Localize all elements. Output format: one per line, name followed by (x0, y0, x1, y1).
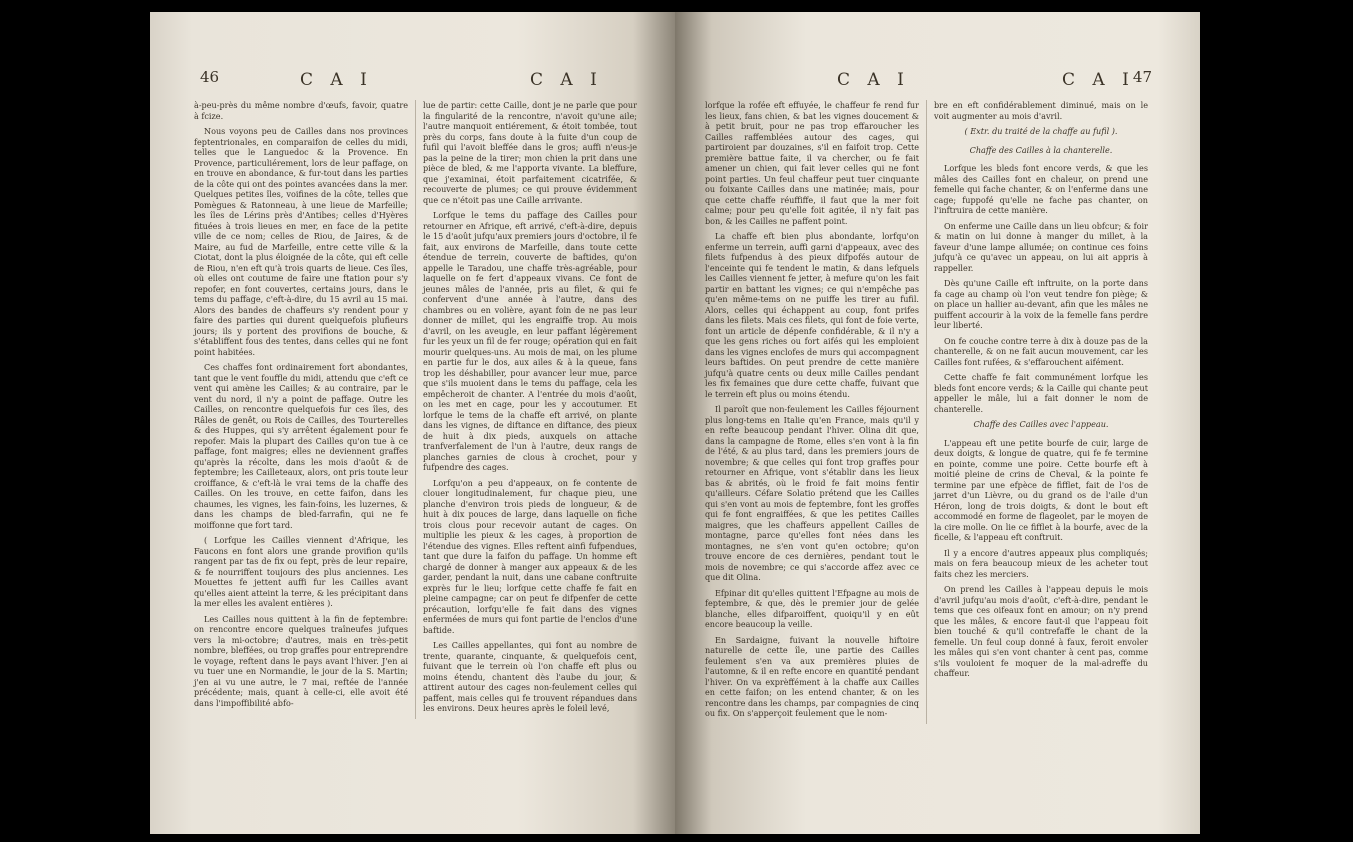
paragraph: On enferme une Caille dans un lieu obfcur; & foir & matin on lui donne à manger du millet, à la faveur d'une lampe allumée; on continue ces foins jufqu'à ce qu'avec un appeau, on lui ait appris à rappeller. (934, 220, 1148, 273)
running-head-left: C A I (837, 70, 910, 90)
source-citation: ( Extr. du traité de la chaffe au fufil ). (964, 126, 1118, 136)
page-number: 46 (200, 68, 220, 86)
right-running-head (707, 68, 1152, 94)
section-heading: Chaffe des Cailles à la chanterelle. (969, 144, 1113, 155)
paragraph: Il paroît que non-feulement les Cailles féjournent plus long-tems en Italie qu'en France, mais qu'il y en refte beaucoup pendant l'hiver. Olina dit que, dans la campagne de Rome, elles s'en vont à la fin de l'été, & au plus tard, dans les premiers jours de novembre; & que celles qui font trop graffes pour retourner en Afrique, vont s'établir dans les lieux bas & abrités, où le froid fe fait moins fentir qu'ailleurs. Céfare Solatio prétend que les Cailles qui s'en vont au mois de feptembre, font les groffes qui fe font engraiffées, & que les petites Cailles maigres, que les chaffeurs appellent Cailles de montagne, parce qu'elles font nées dans les montagnes, ne s'en vont qu'en octobre; qu'on trouve encore de ces dernières, pendant tout le mois de novembre; ce qui s'accorde affez avec ce que dit Olina. (705, 404, 919, 582)
paragraph: Ces chaffes font ordinairement fort abondantes, tant que le vent fouffle du midi, attendu que c'eft ce vent qui amène les Cailles; & au contraire, par le vent du nord, il n'y a point de paffage. Outre les Cailles, on rencontre quelquefois fur ces îles, des Râles de genêt, ou Rois de Cailles, des Tourterelles & des Huppes, qui s'y arrêtent également pour fe repofer. Mais la plupart des Cailles qu'on tue à ce paffage, font maigres; elles ne deviennent graffes qu'après la récolte, dans les mois d'août & de feptembre; les Cailleteaux, alors, ont pris toute leur croiffance, & c'eft-là le vrai tems de la chaffe des Cailles. On les trouve, en cette faifon, dans les chaumes, les vignes, les fain-foins, les luzernes, & dans les champs de bled-farrafin, qui ne fe moiffonne que fort tard. (194, 362, 408, 530)
paragraph: à-peu-près du même nombre d'œufs, favoir, quatre à fcize. (194, 100, 408, 121)
paragraph: lue de partir: cette Caille, dont je ne parle que pour la fingularité de la rencontre, n'avoit qu'une aile; l'autre manquoit entiérement, & étoit tombée, tout près du corps, fans doute à la fuite d'un coup de fufil qui l'avoit bleffée dans le gros; auffi n'eus-je pas la peine de la tirer; mon chien la prit dans une pièce de bled, & me l'apporta vivante. La bleffure, que j'examinai, étoit parfaitement cicatrifée, & recouverte de plumes; ce qui prouve évidemment que ce n'étoit pas une Caille arrivante. (423, 100, 637, 205)
paragraph: Cette chaffe fe fait communément lorfque les bleds font encore verds; & la Caille qui chante peut appeller le mâle, lui a fait donner le nom de chanterelle. (934, 372, 1148, 414)
right-page-columns (705, 100, 1148, 724)
open-book (150, 12, 1200, 834)
paragraph: Dès qu'une Caille eft inftruite, on la porte dans fa cage au champ où l'on veut tendre fon piège; & on place un hallier au-devant, afin que les mâles ne puiffent accourir à la voix de la femelle fans perdre leur liberté. (934, 278, 1148, 330)
paragraph: Les Cailles appellantes, qui font au nombre de trente, quarante, cinquante, & quelquefois cent, fuivant que le terrein où l'on chaffe eft plus ou moins étendu, chantent dès l'aube du jour, & attirent autour des cages non-feulement celles qui paffent, mais celles qui fe trouvent répandues dans les environs. Deux heures après le foleil levé, (423, 640, 637, 713)
paragraph: bre en eft confidérablement diminué, mais on le voit augmenter au mois d'avril. (934, 100, 1148, 121)
paragraph: Nous voyons peu de Cailles dans nos provinces feptentrionales, en comparaifon de celles du midi, telles que le Languedoc & la Provence. En Provence, particuliérement, lors de leur paffage, on en trouve en abondance, & fur-tout dans les parties de la côte qui ont des pointes avancées dans la mer. Quelques petites îles, voifines de la côte, telles que Pomègues & Ratonneau, à une lieue de Marfeille; les îles de Lérins près d'Antibes; celles d'Hyères fituées à trois lieues en mer, en face de la petite ville de ce nom; celles de Riou, de Jaires, & de Maire, au fud de Marfeille, entre cette ville & la Ciotat, dont la plus éloignée de la côte, qui eft celle de Riou, n'en eft qu'à trois quarts de lieue. Ces îles, où elles ont coutume de faire une ftation pour s'y repofer, en font couvertes, certains jours, dans le tems du paffage, c'eft-à-dire, du 15 avril au 15 mai. Alors des bandes de chaffeurs s'y rendent pour y faire des parties qui durent quelquefois plufieurs jours; ils y portent des provifions de bouche, & s'établiffent fous des tentes, dans celles qui ne font point habitées. (194, 126, 408, 357)
paragraph: Lorfque les bleds font encore verds, & que les mâles des Cailles font en chaleur, on prend une femelle qui fache chanter, & on l'enferme dans une cage; fuppofé qu'elle ne fache pas chanter, on l'inftruira de cette manière. (934, 163, 1148, 215)
right-col-2 (934, 100, 1148, 724)
paragraph: Lorfque le tems du paffage des Cailles pour retourner en Afrique, eft arrivé, c'eft-à-dire, depuis le 15 d'août jufqu'aux premiers jours d'octobre, il fe fait, aux environs de Marfeille, dans toute cette étendue de terrein, couverte de baftides, qu'on appelle le Taradou, une chaffe très-agréable, pour laquelle on fe fert d'appeaux vivans. Ce font de jeunes mâles de l'année, pris au filet, & qui fe confervent d'une année à l'autre, dans des chambres ou en volière, ayant foin de ne pas leur donner de millet, qui les engraiffe trop. Au mois d'avril, on les aveugle, en leur paffant légèrement fur les yeux un fil de fer rouge; opération qui en fait mourir quelques-uns. Au mois de mai, on les plume en partie fur le dos, aux ailes & à la queue, fans trop les déshabiller, pour avancer leur mue, parce que s'ils muoient dans le tems du paffage, cela les empêcheroit de chanter. A l'entrée du mois d'août, on les met en cage, pour les y accoutumer. Et lorfque le tems de la chaffe eft arrivé, on plante dans les vignes, de diftance en diftance, des pieux de huit à dix pieds, auxquels on attache tranfverfalement de l'un à l'autre, deux rangs de planches garnies de clous à crochet, pour y fufpendre des cages. (423, 210, 637, 472)
paragraph: En Sardaigne, fuivant la nouvelle hiftoire naturelle de cette île, une partie des Cailles feulement s'en va aux premières pluies de l'automne, & il en refte encore en quantité pendant l'hiver. On va exprèffément à la chaffe aux Cailles en cette faifon; on les entend chanter, & on les rencontre dans les champs, par compagnies de cinq ou fix. On s'apperçoit feulement que le nom- (705, 634, 919, 718)
paragraph: Lorfqu'on a peu d'appeaux, on fe contente de clouer longitudinalement, fur chaque pieu, une planche d'environ trois pieds de longueur, & de huit à dix pouces de large, dans laquelle on fiche trois clous pour recevoir autant de cages. On multiplie les pieux & les cages, à proportion de l'étendue des vignes. Elles reftent ainfi fufpendues, tant que dure la faifon du paffage. Un homme eft chargé de donner à manger aux appeaux & de les garder, pendant la nuit, dans une cabane conftruite exprès fur le lieu; lorfque cette chaffe fe fait en pleine campagne; car on peut fe difpenfer de cette précaution, lorfqu'elle fe fait dans des vignes enfermées de murs qui font partie de l'enclos d'une baftide. (423, 477, 637, 635)
column-rule (926, 100, 927, 724)
paragraph: Les Cailles nous quittent à la fin de feptembre: on rencontre encore quelques traîneufes jufques vers la mi-octobre; d'autres, mais en très-petit nombre, bleffées, ou trop graffes pour entreprendre le voyage, reftent dans le pays avant l'hiver. J'en ai vu tuer une en Normandie, le jour de la S. Martin; j'en ai vu une autre, le 7 mai, reftée de l'année précédente; mais, quant à celle-ci, elle avoit été dans l'impoffibilité abfo- (194, 613, 408, 708)
running-head-right: C A I (530, 70, 603, 90)
paragraph: Efpinar dit qu'elles quittent l'Efpagne au mois de feptembre, & que, dès le premier jour de gelée blanche, elles difparoiffent, quoiqu'il y en eût encore beaucoup la veille. (705, 587, 919, 629)
paragraph: ( Lorfque les Cailles viennent d'Afrique, les Faucons en font alors une grande provifion qu'ils rangent par tas de fix ou fept, près de leur repaire, & fe nourriffent toujours des plus anciennes. Les Mouettes fe jettent auffi fur les Cailles avant qu'elles aient atteint la terre, & les précipitant dans la mer elles les avalent entières ). (194, 535, 408, 608)
paragraph: Il y a encore d'autres appeaux plus compliqués; mais on fera beaucoup mieux de les acheter tout faits chez les merciers. (934, 547, 1148, 579)
section-heading: Chaffe des Cailles avec l'appeau. (973, 419, 1109, 429)
left-col-1 (194, 100, 408, 719)
running-head-right: C A I (1062, 70, 1135, 90)
paragraph: La chaffe eft bien plus abondante, lorfqu'on enferme un terrein, auffi garni d'appeaux, avec des filets fufpendus à des pieux difpofés autour de l'enceinte qui fe tendent le matin, & dans lefquels les Cailles viennent fe jetter, à mefure qu'on les fait partir en battant les vignes; ce qui n'empêche pas qu'en même-tems on ne puiffe les tirer au fufil. Alors, celles qui échappent au coup, font prifes dans les filets. Mais ces filets, qui font de foie verte, font un article de dépenfe confidérable, & il n'y a que les gens riches ou fort aifés qui les emploient dans les vignes enclofes de murs qui accompagnent leurs baftides. On peut prendre de cette manière jufqu'à quatre cents ou deux mille Cailles pendant les fix femaines que dure cette chaffe, fuivant que le terrein eft plus ou moins étendu. (705, 231, 919, 399)
paragraph: L'appeau eft une petite bourfe de cuir, large de deux doigts, & longue de quatre, qui fe fe termine en pointe, comme une poire. Cette bourfe eft à moitié pleine de crins de Cheval, & la pointe fe termine par une efpèce de fifflet, fait de l'os de jarret d'un Lièvre, ou du grand os de l'aile d'un Héron, long de trois doigts, & dont le bout eft accommodé en forme de flageolet, par le moyen de la cire molle. On lie ce fifflet à la bourfe, avec de la ficelle, & l'appeau eft conftruit. (934, 437, 1148, 542)
page-number: 47 (1132, 68, 1152, 86)
paragraph: On prend les Cailles à l'appeau depuis le mois d'avril jufqu'au mois d'août, c'eft-à-dire, pendant le tems que ces oifeaux font en amour; on n'y prend que les mâles, & encore faut-il que l'appeau foit bien touché & qu'il contrefaffe le chant de la femelle. Un feul coup donné à faux, feroit envoler les mâles qui s'en vont chanter à cent pas, comme s'ils vouloient fe moquer de la mal-adreffe du chaffeur. (934, 584, 1148, 678)
paragraph: lorfque la rofée eft effuyée, le chaffeur fe rend fur les lieux, fans chien, & bat les vignes doucement & à petit bruit, pour ne pas trop effaroucher les Cailles raffemblées autour des cages, qui partiroient par douzaines, s'il en faifoit trop. Cette première battue faite, il va chercher, ou fe fait amener un chien, qui fait lever celles qui ne font point parties. Un feul chaffeur peut tuer cinquante ou foixante Cailles dans une matinée; mais, pour que cette chaffe réuffiffe, il faut que la mer foit calme; pour peu qu'elle foit agitée, il n'y fait pas bon, & les Cailles ne paffent point. (705, 100, 919, 226)
running-head-left: C A I (300, 70, 373, 90)
paragraph: On fe couche contre terre à dix à douze pas de la chanterelle, & on ne fait aucun mouvement, car les Cailles font rufées, & s'effarouchent aifément. (934, 335, 1148, 367)
left-running-head (200, 68, 641, 94)
left-col-2 (423, 100, 637, 719)
left-page-columns (194, 100, 637, 719)
column-rule (415, 100, 416, 719)
right-col-1 (705, 100, 919, 724)
